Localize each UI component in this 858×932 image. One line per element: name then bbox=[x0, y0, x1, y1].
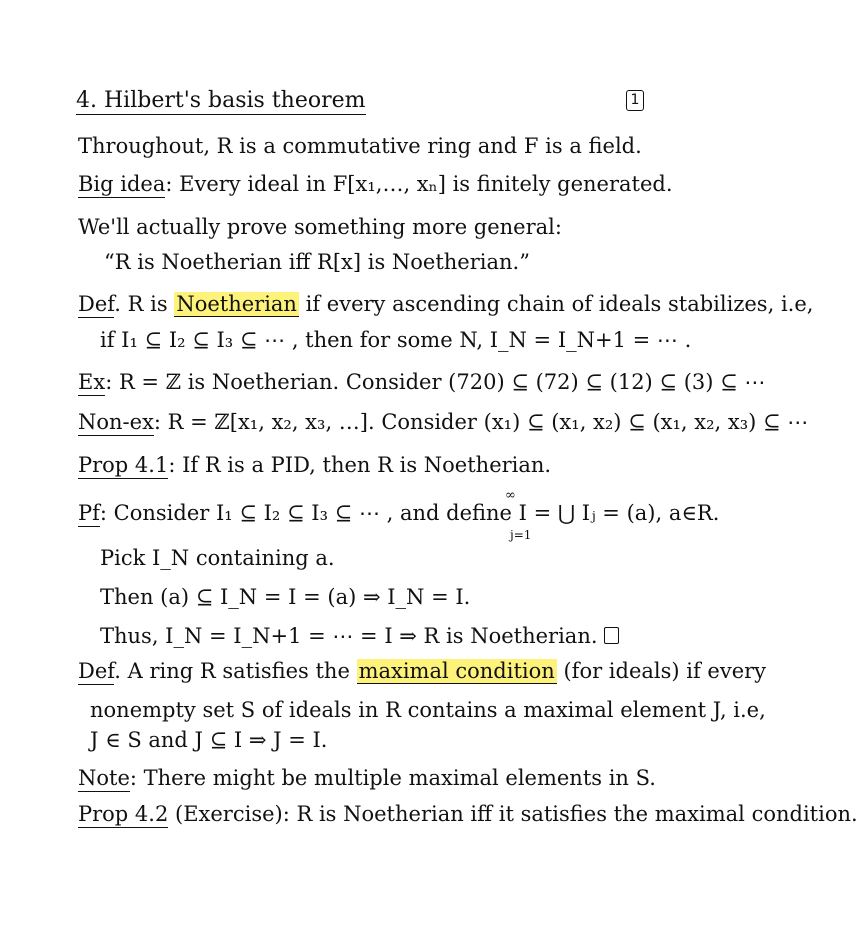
non-example-line bbox=[78, 409, 808, 435]
proof-line3: Then (a) ⊆ I_N = I = (a) ⇒ I_N = I. bbox=[100, 585, 471, 609]
maximal-condition-term: maximal condition bbox=[358, 659, 555, 683]
def-maximal-line2: nonempty set S of ideals in R contains a maximal element J, i.e, bbox=[90, 698, 766, 722]
prop-4-1-label: Prop 4.1 bbox=[78, 453, 169, 477]
example-label: Ex bbox=[78, 370, 106, 394]
example-line bbox=[78, 369, 765, 395]
prop-4-2-text: (Exercise): R is Noetherian iff it satisfies the maximal condition. bbox=[168, 802, 858, 826]
general-intro: We'll actually prove something more general: bbox=[78, 215, 562, 239]
note-line bbox=[78, 765, 656, 791]
non-example-text: : R = ℤ[x₁, x₂, x₃, …]. Consider (x₁) ⊆ (x₁, x₂) ⊆ (x₁, x₂, x₃) ⊆ ⋯ bbox=[153, 410, 809, 434]
note-text: : There might be multiple maximal elements in S. bbox=[129, 766, 656, 790]
proof-line2: Pick I_N containing a. bbox=[100, 546, 335, 570]
def-noetherian-line2: if I₁ ⊆ I₂ ⊆ I₃ ⊆ ⋯ , then for some N, I_N = I_N+1 = ⋯ . bbox=[100, 328, 692, 352]
def-pre: . R is bbox=[114, 292, 175, 316]
noetherian-term: Noetherian bbox=[176, 292, 297, 316]
def2-pre: . A ring R satisfies the bbox=[114, 659, 357, 683]
def-post: if every ascending chain of ideals stabilizes, i.e, bbox=[298, 292, 814, 316]
example-text: : R = ℤ is Noetherian. Consider (720) ⊆ (72) ⊆ (12) ⊆ (3) ⊆ ⋯ bbox=[105, 370, 766, 394]
def-maximal-line3: J ∈ S and J ⊆ I ⇒ J = I. bbox=[90, 728, 328, 752]
def-noetherian-line1 bbox=[78, 291, 813, 317]
qed-square-icon bbox=[604, 627, 619, 644]
def-label: Def bbox=[78, 292, 115, 316]
proof-line4: Thus, I_N = I_N+1 = ⋯ = I ⇒ R is Noetherian. bbox=[100, 624, 598, 648]
theorem-quote: “R is Noetherian iff R[x] is Noetherian.” bbox=[104, 250, 530, 274]
prop-4-1-line bbox=[78, 452, 551, 478]
big-idea-text: : Every ideal in F[x₁,…, xₙ] is finitely generated. bbox=[165, 172, 673, 196]
section-title bbox=[76, 88, 366, 114]
throughout-line: Throughout, R is a commutative ring and F is a field. bbox=[78, 134, 642, 158]
prop-4-1-text: : If R is a PID, then R is Noetherian. bbox=[168, 453, 552, 477]
big-idea-line bbox=[78, 171, 673, 197]
proof-label: Pf bbox=[78, 501, 100, 525]
def-maximal-line1 bbox=[78, 658, 766, 684]
union-lower-limit: j=1 bbox=[510, 528, 532, 542]
proof-line1 bbox=[78, 500, 719, 526]
section-title-text: 4. Hilbert's basis theorem bbox=[76, 88, 366, 113]
union-upper-limit: ∞ bbox=[505, 488, 516, 503]
def2-label: Def bbox=[78, 659, 115, 683]
prop-4-2-label: Prop 4.2 bbox=[78, 802, 169, 826]
page-number: 1 bbox=[626, 90, 644, 111]
proof-text: : Consider I₁ ⊆ I₂ ⊆ I₃ ⊆ ⋯ , and define I = ⋃ Iⱼ = (a), a∈R. bbox=[99, 501, 720, 525]
non-example-label: Non-ex bbox=[78, 410, 154, 434]
def2-post: (for ideals) if every bbox=[556, 659, 767, 683]
prop-4-2-line bbox=[78, 801, 858, 827]
note-label: Note bbox=[78, 766, 130, 790]
big-idea-label: Big idea bbox=[78, 172, 166, 196]
